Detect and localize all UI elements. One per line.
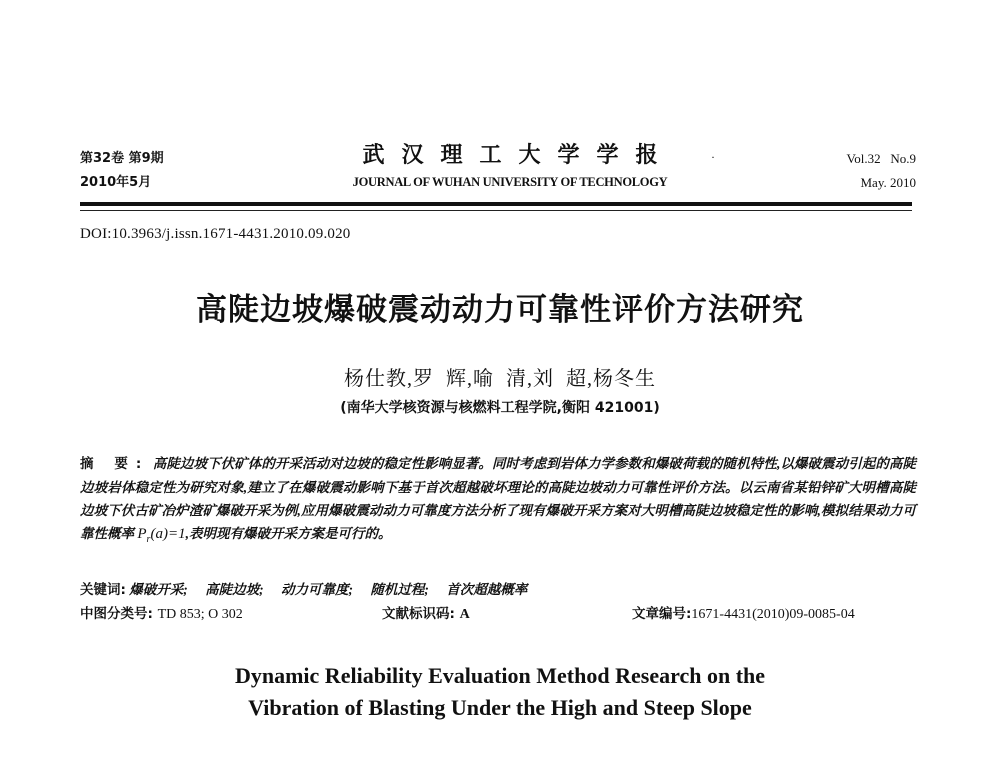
journal-name-block xyxy=(300,142,720,192)
clc-label: 中图分类号: xyxy=(80,606,153,622)
keyword-item: 爆破开采; xyxy=(129,582,188,597)
header-rule-thin xyxy=(80,210,912,211)
clc-value: TD 853; O 302 xyxy=(157,607,243,622)
volume-issue-en: Vol.32 No.9 xyxy=(846,151,916,166)
speck-mark: · xyxy=(711,150,715,164)
article-number xyxy=(632,602,855,623)
date-cn: 2010年5月 xyxy=(80,175,152,190)
keyword-item: 动力可靠度; xyxy=(281,582,354,597)
paper-title-en-line1: Dynamic Reliability Evaluation Method Research on the xyxy=(234,663,766,688)
abstract-label: 摘 要: xyxy=(80,456,150,472)
keywords-label: 关键词: xyxy=(80,582,126,598)
document-code-label: 文献标识码: xyxy=(382,606,455,622)
article-number-value: 1671-4431(2010)09-0085-04 xyxy=(691,607,855,622)
classification-row xyxy=(80,602,916,624)
article-number-label: 文章编号: xyxy=(632,606,692,622)
keyword-item: 高陡边坡; xyxy=(205,582,264,597)
volume-issue-cn: 第32卷 第9期 xyxy=(80,151,164,166)
journal-name-cn: 武汉理工大学学报 xyxy=(362,143,675,168)
keyword-item: 首次超越概率 xyxy=(446,582,528,597)
document-code-value: A xyxy=(459,607,470,622)
clc-number xyxy=(80,602,243,623)
journal-name-en: JOURNAL OF WUHAN UNIVERSITY OF TECHNOLOGY xyxy=(352,175,668,189)
abstract-formula: $P_r(a)=1$ xyxy=(137,526,186,545)
paper-title-en xyxy=(0,660,1000,724)
paper-title-cn: 高陡边坡爆破震动动力可靠性评价方法研究 xyxy=(196,292,804,328)
document-code xyxy=(382,602,470,623)
abstract-text: 高陡边坡下伏矿体的开采活动对边坡的稳定性影响显著。同时考虑到岩体力学参数和爆破荷载的随机特性,以爆破震动引起的高陡边坡岩体稳定性为研究对象,建立了在爆破震动影响下基于首次超越破坏理论的高陡边坡动力可靠性评价方法。以云南省某铅锌矿大明槽高陡边坡下伏古矿冶炉渣矿爆破开采为例,应用爆破震动动力可靠度方法分析了现有爆破开采方案对大明槽高陡边坡稳定性的影响,模拟结果动力可靠性概率 xyxy=(80,456,917,541)
journal-issue-info-cn xyxy=(80,147,164,195)
keyword-item: 随机过程; xyxy=(370,582,429,597)
abstract-text-end: ,表明现有爆破开采方案是可行的。 xyxy=(185,526,392,541)
keywords xyxy=(80,578,541,598)
journal-issue-info-en xyxy=(847,147,916,195)
affiliation: (南华大学核资源与核燃料工程学院,衡阳 421001) xyxy=(340,400,660,416)
header-rule-thick xyxy=(80,202,912,206)
date-en: May. 2010 xyxy=(860,175,916,190)
paper-title-en-line2: Vibration of Blasting Under the High and Steep Slope xyxy=(248,695,752,720)
abstract xyxy=(80,452,916,551)
authors: 杨仕教,罗 辉,喻 清,刘 超,杨冬生 xyxy=(344,368,656,390)
doi: DOI:10.3963/j.issn.1671-4431.2010.09.020 xyxy=(80,226,351,242)
